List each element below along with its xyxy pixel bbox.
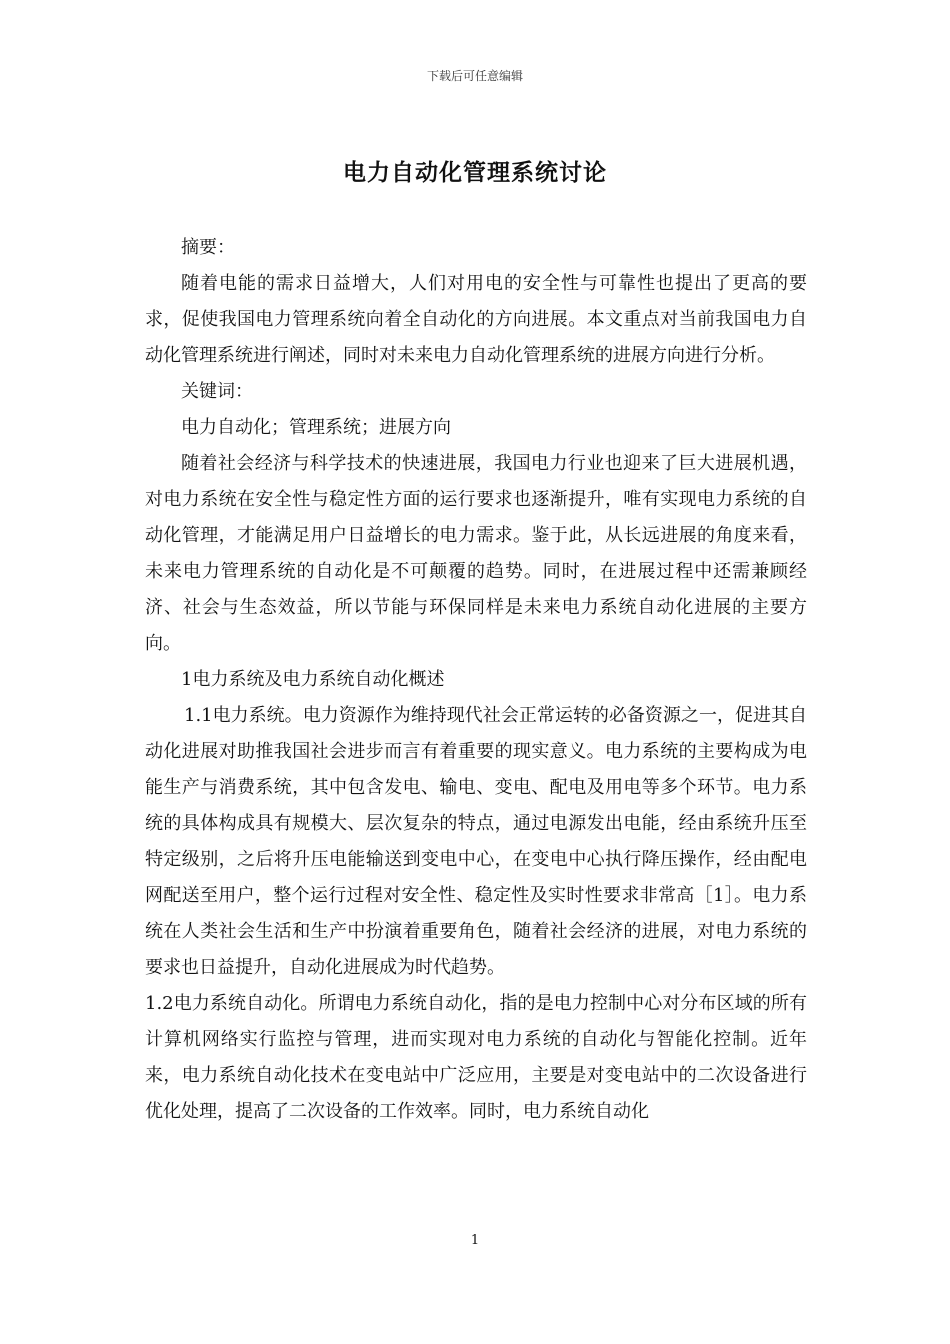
intro-paragraph: 随着社会经济与科学技术的快速进展，我国电力行业也迎来了巨大进展机遇，对电力系统在安全性与稳定性方面的运行要求也逐渐提升，唯有实现电力系统的自动化管理，才能满足用户日益增长的电力需求。鉴于此，从长远进展的角度来看，未来电力管理系统的自动化是不可颠覆的趋势。同时，在进展过程中还需兼顾经济、社会与生态效益，所以节能与环保同样是未来电力系统自动化进展的主要方向。: [145, 453, 807, 654]
document-body: [145, 230, 807, 1130]
page-header: 下载后可任意编辑: [426, 69, 523, 83]
section-1-1-paragraph: 1.1电力系统。电力资源作为维持现代社会正常运转的必备资源之一，促进其自动化进展对助推我国社会进步而言有着重要的现实意义。电力系统的主要构成为电能生产与消费系统，其中包含发电、输电、变电、配电及用电等多个环节。电力系统的具体构成具有规模大、层次复杂的特点，通过电源发出电能，经由系统升压至特定级别，之后将升压电能输送到变电中心，在变电中心执行降压操作，经由配电网配送至用户，整个运行过程对安全性、稳定性及实时性要求非常高［1］。电力系统在人类社会生活和生产中扮演着重要角色，随着社会经济的进展，对电力系统的要求也日益提升，自动化进展成为时代趋势。: [145, 705, 807, 978]
abstract-paragraph: 随着电能的需求日益增大，人们对用电的安全性与可靠性也提出了更高的要求，促使我国电力管理系统向着全自动化的方向进展。本文重点对当前我国电力自动化管理系统进行阐述，同时对未来电力自动化管理系统的进展方向进行分析。: [145, 273, 807, 366]
page-number: 1: [470, 1233, 480, 1248]
section-heading-1: 1电力系统及电力系统自动化概述: [181, 669, 445, 690]
document-title: 电力自动化管理系统讨论: [343, 159, 607, 186]
keywords-list: 电力自动化；管理系统；进展方向: [181, 417, 451, 438]
abstract-heading: 摘要：: [181, 237, 235, 258]
keywords-heading: 关键词：: [181, 381, 253, 402]
section-1-2-paragraph: 1.2电力系统自动化。所谓电力系统自动化，指的是电力控制中心对分布区域的所有计算机网络实行监控与管理，进而实现对电力系统的自动化与智能化控制。近年来，电力系统自动化技术在变电站中广泛应用，主要是对变电站中的二次设备进行优化处理，提高了二次设备的工作效率。同时，电力系统自动化: [145, 993, 807, 1122]
